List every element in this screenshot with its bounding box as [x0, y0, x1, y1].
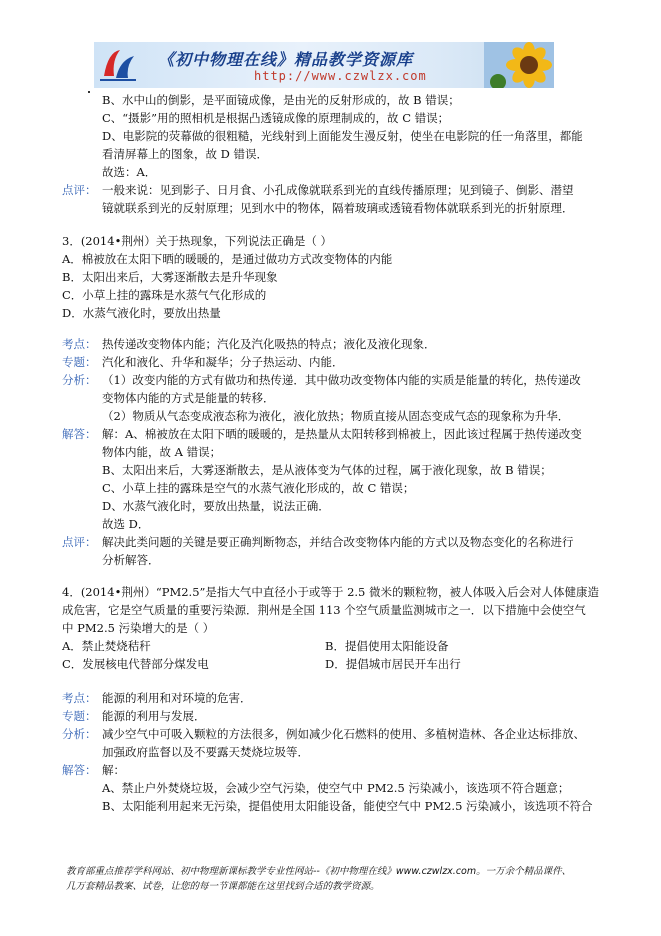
solution-text: 解： — [102, 763, 125, 777]
topic-text: 能源的利用和对环境的危害． — [102, 691, 252, 705]
comment-label: 点评： — [62, 183, 97, 197]
answer-line: C、“摄影”用的照相机是根据凸透镜成像的原理制成的，故 C 错误； — [102, 111, 450, 125]
option-b: B．提倡使用太阳能设备 — [325, 639, 449, 653]
site-logo-icon — [98, 46, 138, 84]
solution-text: B、太阳出来后，大雾逐渐散去，是从液体变为气体的过程，属于液化现象，故 B 错误； — [102, 463, 552, 477]
comment-text: 解决此类问题的关键是要正确判断物态，并结合改变物体内能的方式以及物态变化的名称进行 — [102, 535, 574, 549]
solution-label: 解答： — [62, 427, 97, 441]
subject-label: 专题： — [62, 355, 97, 369]
answer-line: D、电影院的荧幕做的很粗糙，光线射到上面能发生漫反射，使坐在电影院的任一角落里，都能 — [102, 129, 583, 143]
question-4: 中 PM2.5 污染增大的是（ ） — [62, 621, 215, 635]
sunflower-icon — [484, 42, 554, 88]
subject-text: 能源的利用与发展． — [102, 709, 206, 723]
solution-text: 物体内能，故 A 错误； — [102, 445, 222, 459]
footer-line: 几万套精品教案、试卷，让您的每一节课都能在这里找到合适的教学资源。 — [66, 881, 380, 892]
option-d: D．提倡城市居民开车出行 — [325, 657, 461, 671]
option-a: A．禁止焚烧秸秆 — [62, 639, 151, 653]
site-url[interactable]: http://www.czwlzx.com — [254, 69, 427, 83]
question-3: 3．(2014•荆州）关于热现象，下列说法正确是（ ） — [62, 234, 333, 248]
analysis-label: 分析： — [62, 727, 97, 741]
question-4: 成危害，它是空气质量的重要污染源．荆州是全国 113 个空气质量监测城市之一．以下措施中会使空气 — [62, 603, 586, 617]
answer-line: 看清屏幕上的图象，故 D 错误． — [102, 147, 269, 161]
comment-text: 镜就联系到光的反射原理；见到水中的物体，隔着玻璃或透镜看物体就联系到光的折射原理． — [102, 201, 574, 215]
analysis-text: （2）物质从气态变成液态称为液化，液化放热；物质直接从固态变成气态的现象称为升华． — [102, 409, 570, 423]
solution-text: 故选 D． — [102, 517, 150, 531]
bullet-mark — [88, 91, 90, 93]
solution-text: A、禁止户外焚烧垃圾，会减少空气污染，使空气中 PM2.5 污染减小，该选项不符合题意； — [102, 781, 570, 795]
topic-text: 热传递改变物体内能；汽化及汽化吸热的特点；液化及液化现象． — [102, 337, 436, 351]
subject-label: 专题： — [62, 709, 97, 723]
comment-label: 点评： — [62, 535, 97, 549]
analysis-text: 减少空气中可吸入颗粒的方法很多，例如减少化石燃料的使用、多植树造林、各企业达标排放、 — [102, 727, 585, 741]
topic-label: 考点： — [62, 691, 97, 705]
analysis-text: （1）改变内能的方式有做功和热传递．其中做功改变物体内能的实质是能量的转化，热传递改 — [102, 373, 581, 387]
analysis-text: 变物体内能的方式是能量的转移． — [102, 391, 275, 405]
option-b: B．太阳出来后，大雾逐渐散去是升华现象 — [62, 270, 278, 284]
option-a: A．棉被放在太阳下晒的暖暖的，是通过做功方式改变物体的内能 — [62, 252, 393, 266]
topic-label: 考点： — [62, 337, 97, 351]
comment-text: 分析解答． — [102, 553, 160, 567]
solution-label: 解答： — [62, 763, 97, 777]
subject-text: 汽化和液化、升华和凝华；分子热运动、内能． — [102, 355, 344, 369]
solution-text: D、水蒸气液化时，要放出热量，说法正确． — [102, 499, 330, 513]
site-title: 《初中物理在线》精品教学资源库 — [158, 50, 414, 69]
page-footer — [66, 864, 571, 894]
solution-text: B、太阳能利用起来无污染，提倡使用太阳能设备，能使空气中 PM2.5 污染减小，该选项不符合 — [102, 799, 593, 813]
analysis-text: 加强政府监督以及不要露天焚烧垃圾等． — [102, 745, 309, 759]
answer-line: 故选：A． — [102, 165, 157, 179]
solution-text: C、小草上挂的露珠是空气的水蒸气液化形成的，故 C 错误； — [102, 481, 415, 495]
option-d: D．水蒸气液化时，要放出热量 — [62, 306, 221, 320]
question-4: 4．(2014•荆州）“PM2.5”是指大气中直径小于或等于 2.5 微米的颗粒物，被人体吸入后会对人体健康造 — [62, 585, 600, 599]
solution-text: 解：A、棉被放在太阳下晒的暖暖的，是热量从太阳转移到棉被上，因此该过程属于热传递改变 — [102, 427, 582, 441]
answer-line: B、水中山的倒影，是平面镜成像，是由光的反射形成的，故 B 错误； — [102, 93, 460, 107]
footer-line: 教育部重点推荐学科网站、初中物理新课标教学专业性网站--《初中物理在线》www.czwlzx.com。一万余个精品课件、 — [66, 866, 572, 877]
option-c: C．发展核电代替部分煤发电 — [62, 657, 209, 671]
header-banner — [94, 42, 554, 88]
option-c: C．小草上挂的露珠是水蒸气气化形成的 — [62, 288, 267, 302]
analysis-label: 分析： — [62, 373, 97, 387]
comment-text: 一般来说：见到影子、日月食、小孔成像就联系到光的直线传播原理；见到镜子、倒影、潜望 — [102, 183, 574, 197]
